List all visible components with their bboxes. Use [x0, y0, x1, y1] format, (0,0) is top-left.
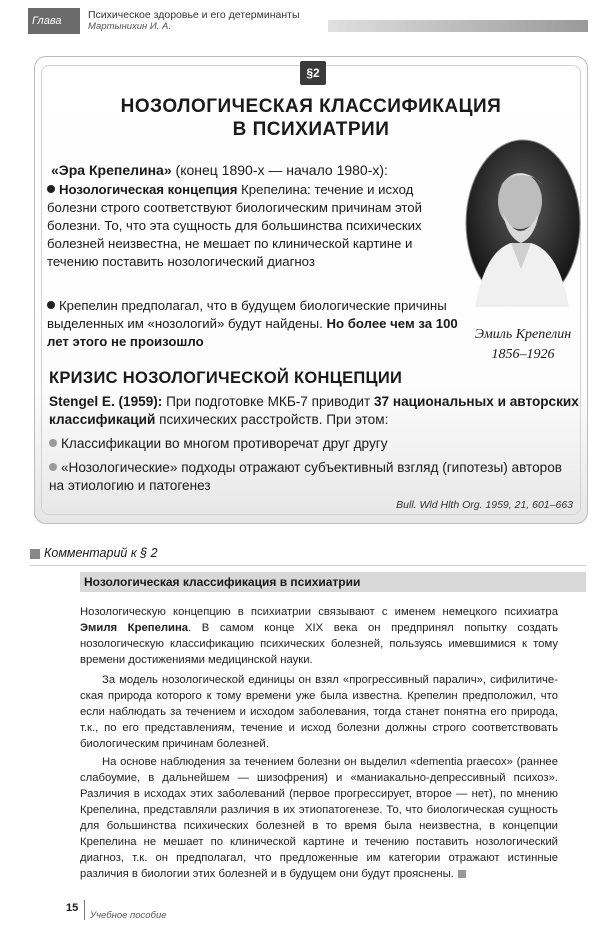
crisis-bullet-1-text: Классификации во многом противоречат друг другу [61, 436, 388, 451]
bullet2-text: Крепелин предполагал, что в будущем биологические причины выделенных им «нозологий» будут найдены. [47, 298, 447, 331]
footer-label: Учебное пособие [90, 910, 167, 921]
p1-start: Нозологическую концепцию в психиатрии связывают с именем немецкого психиатра [80, 606, 558, 618]
stengel-mid: При подготовке МКБ-7 приводит [162, 394, 374, 409]
slide-title [75, 95, 547, 141]
book-authors: Мартынихин И. А. [88, 21, 171, 32]
page-header [28, 8, 588, 55]
book-title: Психическое здоровье и его детерминанты [88, 9, 300, 21]
commentary-paragraph-3 [80, 754, 558, 882]
bullet-dot-icon [49, 463, 57, 471]
square-bullet-icon [30, 549, 40, 559]
crisis-bullet-2 [49, 459, 579, 495]
bullet-dot-icon [47, 185, 55, 193]
bullet-dot-icon [47, 301, 55, 309]
commentary-label: Комментарий к § 2 [44, 546, 158, 560]
bullet1-bold: Нозологическая концепция [59, 182, 238, 197]
stengel-end: психических расстройств. При этом: [155, 412, 389, 427]
stengel-paragraph [49, 393, 579, 429]
era-rest: (конец 1890-х — начало 1980-х): [171, 162, 388, 178]
chapter-number: 24 [32, 38, 49, 55]
footer-divider [84, 900, 85, 920]
kraepelin-portrait [465, 139, 581, 307]
header-decor-bar [328, 20, 588, 32]
portrait-caption [453, 325, 593, 365]
slide-title-line1: НОЗОЛОГИЧЕСКАЯ КЛАССИФИКАЦИЯ [120, 96, 502, 117]
bullet-kraepelin-assumption [47, 297, 459, 351]
portrait-name: Эмиль Крепелин [474, 327, 572, 342]
stengel-bold: Stengel E. (1959): [49, 394, 163, 409]
section-badge: §2 [300, 61, 326, 85]
chapter-tab [28, 8, 80, 55]
commentary-paragraph-2: За модель нозологической единицы он взял «прогрессивный паралич», сифилитическая природа которого к тому времени уже была известна. Крепелин предположил, что если наблюдать за течением и исходом заболевания, тогда станет понятна его природа, т.к., по его представлениям, течение и исход болезни должны строго соответствовать биологическим причинам болезней. [80, 674, 558, 750]
era-heading [51, 161, 461, 179]
portrait-years: 1856–1926 [491, 347, 555, 362]
reference: Bull. Wld Hlth Org. 1959, 21, 601–663 [396, 499, 573, 511]
crisis-bullet-1 [49, 435, 579, 453]
bullet-nosological-concept [47, 181, 459, 271]
crisis-bullet-2-text: «Нозологические» подходы отражают субъективный взгляд (гипотезы) авторов на этиологию и патогенез [49, 460, 562, 493]
stengel-bold2: 37 национальных и авторских классификаций [49, 394, 579, 427]
p1-end: . В самом конце XIX века он предпринял попытку создать нозологическую классификацию психических болезней, пользуясь имевшимися к тому времени достижениями медицинской науки. [80, 622, 558, 666]
commentary-paragraph-1 [80, 604, 558, 668]
bullet1-text: Крепелина: течение и исход болезни строго соответствуют биологическим причинам этой болезни. То, что эта сущность для большинства психических болезней неизвестна, не мешает по клинической картине и течению поставить нозологический диагноз [47, 182, 423, 269]
divider [30, 565, 586, 566]
chapter-word: Глава [32, 15, 62, 27]
page-number: 15 [66, 902, 79, 914]
end-square-icon [458, 870, 466, 878]
crisis-heading: КРИЗИС НОЗОЛОГИЧЕСКОЙ КОНЦЕПЦИИ [49, 369, 403, 387]
slide-box [34, 56, 588, 524]
header-titles [88, 9, 300, 33]
commentary-subtitle: Нозологическая классификация в психиатрии [80, 572, 586, 592]
p3-text: На основе наблюдения за течением болезни он выделил «dementia praecox» (раннее слабоумие, в дальнейшем — шизофрения) и «маниакально-депрессивный психоз». Различия в исходах этих заболеваний (первое прогрессирует, второе — нет), по мнению Крепелина, представляли различия в их этиопатогенезе. То, что биологическая сущность для большинства психических болезней в то время была неизвестна, в концепции Крепелина не мешает по клинической картине и течению поставить нозологический диагноз, т.к. он предполагал, что предложенные им категории отражают истинные различия в биологии этих болезней и в будущем они будут прояснены. [80, 756, 558, 880]
bullet2-bold: Но более чем за 100 лет этого не произошло [47, 316, 458, 349]
era-bold: «Эра Крепелина» [51, 162, 172, 178]
bullet-dot-icon [49, 439, 57, 447]
p1-bold: Эмиля Крепелина [80, 622, 189, 634]
slide-title-line2: В ПСИХИАТРИИ [232, 119, 390, 140]
